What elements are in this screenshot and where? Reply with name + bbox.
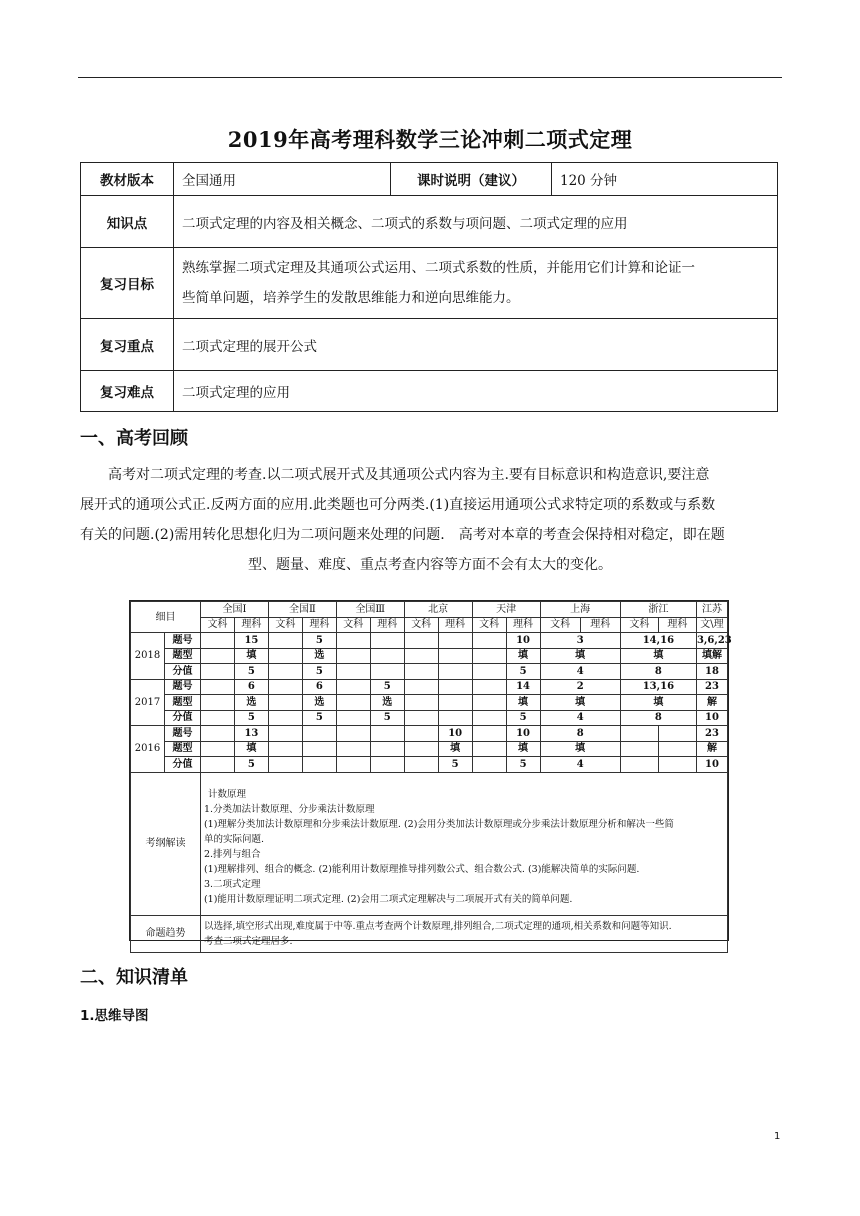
region-header: 上海 [540,602,620,618]
wen-header: 文科 [472,617,506,633]
exam-header-row [131,602,728,618]
li-header: 理科 [370,617,404,633]
cell [268,679,302,695]
cell [404,741,438,757]
cell: 6 [302,679,336,695]
table-row [131,710,728,726]
outline-line: 1.分类加法计数原理、分步乘法计数原理 [203,803,375,815]
cell [404,633,438,649]
cell: 填 [234,648,268,664]
cell [438,648,472,664]
cell [472,679,506,695]
cell: 10 [506,726,540,742]
cell: 23 [696,679,727,695]
cell [336,741,370,757]
section-heading-review: 一、高考回顾 [80,428,188,449]
outline-line: (1)理解排列、组合的概念. (2)能利用计数原理推导排列数公式、组合数公式. (3)能解决简单的实际问题. [203,863,640,875]
cell: 选 [234,695,268,711]
cell [336,726,370,742]
cell: 填 [620,695,696,711]
cell: 13,16 [620,679,696,695]
region-header: 北京 [404,602,472,618]
cell [472,633,506,649]
cell: 选 [370,695,404,711]
value-focus: 二项式定理的展开公式 [174,319,778,371]
cell [404,679,438,695]
table-row [131,695,728,711]
cell [268,664,302,680]
cell [404,726,438,742]
row-label: 题型 [164,741,200,757]
cell [438,633,472,649]
cell: 填 [438,741,472,757]
review-paragraph [80,460,780,580]
cell: 8 [620,664,696,680]
cell: 5 [506,664,540,680]
cell [200,633,234,649]
cell [438,679,472,695]
value-difficulty: 二项式定理的应用 [174,371,778,412]
cell: 5 [302,710,336,726]
region-header: 全国Ⅰ [200,602,268,618]
exam-subheader-row [131,617,728,633]
cell [302,726,336,742]
cell: 3,6,23 [696,633,727,649]
cell [370,648,404,664]
trend-line: 以选择,填空形式出现,难度属于中等.重点考查两个计数原理,排列组合,二项式定理的通项,相关系数和问题等知识. [203,920,672,932]
cell [200,695,234,711]
table-row [131,648,728,664]
cell: 2 [540,679,620,695]
label-duration: 课时说明（建议） [391,163,552,196]
region-header: 全国Ⅱ [268,602,336,618]
cell: 4 [540,757,620,773]
cell [472,741,506,757]
row-label: 分值 [164,757,200,773]
cell: 6 [234,679,268,695]
label-difficulty: 复习难点 [81,371,174,412]
region-header: 全国Ⅲ [336,602,404,618]
outline-line: (1)理解分类加法计数原理和分步乘法计数原理. (2)会用分类加法计数原理或分步乘法计数原理分析和解决一些简 [203,818,674,830]
cell: 5 [302,633,336,649]
cell: 10 [696,757,727,773]
table-row [131,679,728,695]
cell [404,695,438,711]
corner-cell: 细目 [131,602,201,633]
cell [268,633,302,649]
cell [404,710,438,726]
cell [370,726,404,742]
row-label: 分值 [164,710,200,726]
table-row [131,757,728,773]
goal-line-1: 熟练掌握二项式定理及其通项公式运用、二项式系数的性质，并能用它们计算和论证一 [182,260,695,276]
cell: 13 [234,726,268,742]
cell: 14,16 [620,633,696,649]
li-header: 理科 [658,617,696,633]
wen-header: 文科 [268,617,302,633]
cell [336,757,370,773]
value-goal [174,248,778,319]
cell [658,726,696,742]
cell [404,757,438,773]
cell [438,695,472,711]
outline-line: 计数原理 [207,788,246,800]
table-row [131,726,728,742]
cell [268,741,302,757]
cell: 5 [370,710,404,726]
wen-header: 文科 [540,617,580,633]
li-header: 理科 [438,617,472,633]
region-header: 浙江 [620,602,696,618]
cell [658,757,696,773]
cell [336,648,370,664]
cell: 10 [696,710,727,726]
region-header: 天津 [472,602,540,618]
page-title: 2019年高考理科数学三论冲刺二项式定理 [227,127,633,152]
cell [620,757,658,773]
cell [200,741,234,757]
section-heading-knowledge: 二、知识清单 [80,967,188,988]
wen-header: 文科 [404,617,438,633]
cell: 10 [506,633,540,649]
info-row-version [81,163,778,196]
cell: 填 [506,741,540,757]
label-version: 教材版本 [81,163,174,196]
cell [336,710,370,726]
trend-label: 命题趋势 [131,915,201,952]
cell [302,757,336,773]
li-header: 理科 [506,617,540,633]
goal-line-2: 些简单问题，培养学生的发散思维能力和逆向思维能力。 [182,290,520,306]
cell [472,695,506,711]
cell: 5 [506,757,540,773]
cell [200,679,234,695]
cell [472,664,506,680]
cell: 5 [234,757,268,773]
cell: 5 [234,664,268,680]
header-rule [78,77,782,78]
li-header: 理科 [580,617,620,633]
table-row [131,741,728,757]
table-row [131,633,728,649]
cell: 填 [234,741,268,757]
trend-row [131,915,728,952]
info-row-knowledge [81,196,778,248]
cell: 5 [302,664,336,680]
row-label: 题号 [164,726,200,742]
cell: 4 [540,710,620,726]
cell [302,741,336,757]
cell [268,648,302,664]
cell: 15 [234,633,268,649]
cell: 5 [234,710,268,726]
cell: 5 [370,679,404,695]
cell: 8 [540,726,620,742]
outline-line: 2.排列与组合 [203,848,261,860]
outline-label: 考纲解读 [131,772,201,915]
outline-line: 单的实际问题. [203,833,264,845]
cell [472,726,506,742]
outline-content [200,772,727,915]
cell [268,757,302,773]
cell [620,741,658,757]
cell [438,664,472,680]
cell [658,741,696,757]
cell [200,726,234,742]
cell [472,710,506,726]
subheading-mindmap: 1.思维导图 [80,1008,149,1024]
wen-header: 文科 [200,617,234,633]
cell: 填 [540,648,620,664]
cell: 填 [506,648,540,664]
trend-content [200,915,727,952]
exam-table [129,600,732,947]
cell [370,741,404,757]
trend-line: 考查二项式定理居多. [203,935,293,947]
info-row-difficulty [81,371,778,412]
cell: 填 [540,741,620,757]
cell [336,695,370,711]
label-goal: 复习目标 [81,248,174,319]
cell [472,648,506,664]
wen-header: 文科 [336,617,370,633]
row-label: 题型 [164,648,200,664]
cell: 填 [620,648,696,664]
cell [472,757,506,773]
cell [268,710,302,726]
value-version: 全国通用 [174,163,391,196]
cell [200,757,234,773]
year-cell: 2018 [131,633,165,680]
cell [404,664,438,680]
info-row-focus [81,319,778,371]
value-knowledge: 二项式定理的内容及相关概念、二项式的系数与项问题、二项式定理的应用 [174,196,778,248]
cell: 填 [540,695,620,711]
row-label: 题号 [164,633,200,649]
cell: 5 [438,757,472,773]
review-line-3: 有关的问题.(2)需用转化思想化归为二项问题来处理的问题. 高考对本章的考查会保持相对稳定，即在题 [80,527,725,543]
wenli-header: 文\理 [696,617,727,633]
cell [620,726,658,742]
cell [268,695,302,711]
cell [438,710,472,726]
wen-header: 文科 [620,617,658,633]
cell: 解 [696,695,727,711]
row-label: 题号 [164,679,200,695]
cell: 选 [302,648,336,664]
cell [268,726,302,742]
cell [370,633,404,649]
li-header: 理科 [234,617,268,633]
cell: 14 [506,679,540,695]
cell: 8 [620,710,696,726]
cell: 解 [696,741,727,757]
cell: 23 [696,726,727,742]
cell [200,710,234,726]
cell [370,757,404,773]
outline-row [131,772,728,915]
cell: 4 [540,664,620,680]
row-label: 题型 [164,695,200,711]
cell [336,633,370,649]
cell [404,648,438,664]
year-cell: 2017 [131,679,165,726]
value-duration: 120 分钟 [552,163,778,196]
page-number: 1 [774,1131,781,1142]
outline-line: 3.二项式定理 [203,878,261,890]
li-header: 理科 [302,617,336,633]
review-line-4: 型、题量、难度、重点考查内容等方面不会有太大的变化。 [248,557,612,573]
label-focus: 复习重点 [81,319,174,371]
cell: 填解 [696,648,727,664]
cell: 选 [302,695,336,711]
cell: 3 [540,633,620,649]
info-row-goal [81,248,778,319]
year-cell: 2016 [131,726,165,773]
cell [370,664,404,680]
cell [200,648,234,664]
outline-line: (1)能用计数原理证明二项式定理. (2)会用二项式定理解决与二项展开式有关的简单问题. [203,893,573,905]
cell: 填 [506,695,540,711]
table-row [131,664,728,680]
review-line-2: 展开式的通项公式正.反两方面的应用.此类题也可分两类.(1)直接运用通项公式求特定项的系数或与系数 [80,497,716,513]
cell [336,664,370,680]
info-table [80,162,778,412]
cell: 18 [696,664,727,680]
cell [336,679,370,695]
label-knowledge: 知识点 [81,196,174,248]
region-header: 江苏 [696,602,727,618]
cell: 10 [438,726,472,742]
cell [200,664,234,680]
row-label: 分值 [164,664,200,680]
cell: 5 [506,710,540,726]
review-line-1: 高考对二项式定理的考查.以二项式展开式及其通项公式内容为主.要有目标意识和构造意识,要注意 [108,467,710,483]
